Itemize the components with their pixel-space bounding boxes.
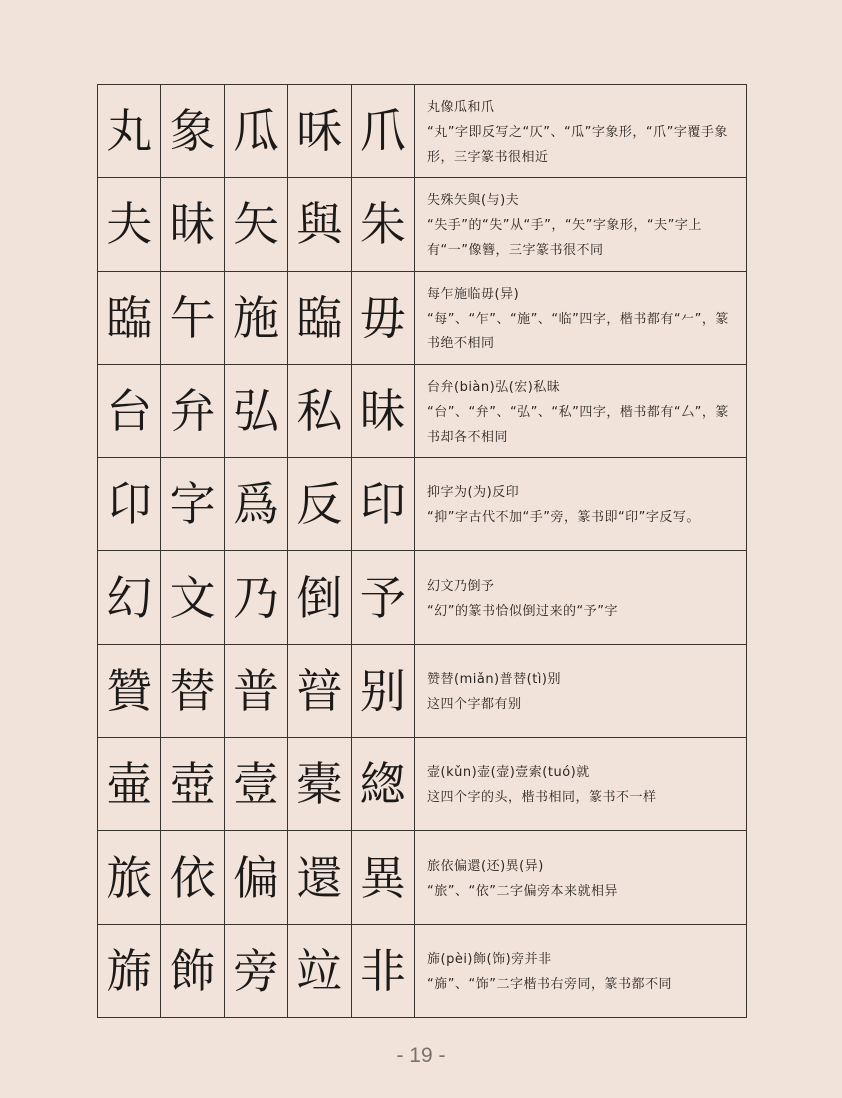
annotation-title: 抑字为(为)反印 <box>427 485 520 501</box>
seal-glyph: 象 <box>161 85 224 177</box>
seal-glyph: 幻 <box>98 551 161 643</box>
seal-script-table <box>97 84 747 1018</box>
seal-glyph: 還 <box>288 831 351 923</box>
seal-glyph: 替 <box>161 645 224 737</box>
annotation-description: 这四个字的头，楷书相同，篆书不一样 <box>427 790 657 806</box>
glyph-row <box>98 365 414 458</box>
seal-glyph: 别 <box>359 663 406 718</box>
seal-glyph: 私 <box>288 365 351 457</box>
glyph-row <box>98 458 414 551</box>
seal-glyph: 予 <box>359 570 406 625</box>
seal-glyph: 弘 <box>225 365 288 457</box>
page-number: - 19 - <box>396 1044 446 1067</box>
seal-glyph: 瓜 <box>225 85 288 177</box>
annotation-title: 壸(kǔn)壶(壸)壹索(tuó)就 <box>427 765 590 781</box>
seal-glyph: 文 <box>161 551 224 643</box>
seal-glyph: 異 <box>359 850 406 905</box>
seal-glyph: 壹 <box>225 738 288 830</box>
annotation-column <box>414 85 746 1017</box>
seal-glyph: 爪 <box>359 104 406 159</box>
glyph-row <box>98 178 414 271</box>
seal-glyph: 爲 <box>225 458 288 550</box>
seal-glyph: 台 <box>98 365 161 457</box>
annotation-title: 台弁(biàn)弘(宏)私昧 <box>427 379 561 395</box>
seal-glyph: 壺 <box>161 738 224 830</box>
annotation-description: “旅”、“依”二字偏旁本来就相异 <box>427 883 618 899</box>
glyph-row <box>98 645 414 738</box>
seal-glyph: 朱 <box>359 197 406 252</box>
annotation-description: “每”、“乍”、“施”、“临”四字，楷书都有“𠂉”，篆书绝不相同 <box>427 311 729 352</box>
seal-glyph: 午 <box>161 272 224 364</box>
seal-glyph: 旅 <box>98 831 161 923</box>
annotation-title: 幻文乃倒予 <box>427 578 495 594</box>
seal-glyph: 竝 <box>288 925 351 1017</box>
seal-glyph: 卬 <box>98 458 161 550</box>
seal-glyph: 旁 <box>225 925 288 1017</box>
glyph-row <box>98 831 414 924</box>
seal-glyph: 字 <box>161 458 224 550</box>
seal-glyph: 緫 <box>359 757 406 812</box>
annotation-title: 丸像瓜和爪 <box>427 99 495 115</box>
seal-glyph: 飾 <box>161 925 224 1017</box>
seal-glyph: 丸 <box>98 85 161 177</box>
seal-glyph: 臨 <box>98 272 161 364</box>
seal-glyph: 暜 <box>288 645 351 737</box>
seal-glyph: 旆 <box>98 925 161 1017</box>
glyph-row <box>98 85 414 178</box>
annotation-row <box>415 178 746 271</box>
seal-glyph: 偏 <box>225 831 288 923</box>
annotation-description: “抑”字古代不加“手”旁，篆书即“印”字反写。 <box>427 510 700 526</box>
seal-glyph: 依 <box>161 831 224 923</box>
seal-glyph: 非 <box>359 943 406 998</box>
seal-glyph: 弁 <box>161 365 224 457</box>
seal-glyph: 臨 <box>288 272 351 364</box>
annotation-row <box>415 925 746 1017</box>
seal-glyph: 反 <box>288 458 351 550</box>
annotation-row <box>415 551 746 644</box>
glyph-row <box>98 551 414 644</box>
seal-glyph: 矢 <box>225 178 288 270</box>
annotation-row <box>415 645 746 738</box>
annotation-description: “失手”的“失”从“手”，“矢”字象形，“夫”字上有“一”像簪，三字篆书很不同 <box>427 218 702 258</box>
seal-glyph: 印 <box>359 477 406 532</box>
seal-glyph: 橐 <box>288 738 351 830</box>
annotation-row <box>415 365 746 458</box>
annotation-row <box>415 85 746 178</box>
annotation-title: 旅依偏還(还)異(异) <box>427 858 544 874</box>
annotation-description: 这四个字都有别 <box>427 697 522 713</box>
seal-glyph: 昧 <box>359 384 406 439</box>
annotation-description: “旆”、“饰”二字楷书右旁同，篆书都不同 <box>427 976 672 992</box>
seal-glyph: 壷 <box>98 738 161 830</box>
glyph-row <box>98 738 414 831</box>
annotation-title: 赞替(miǎn)普替(tì)别 <box>427 672 561 688</box>
annotation-row <box>415 458 746 551</box>
annotation-title: 旆(pèi)飾(饰)旁并非 <box>427 951 552 967</box>
annotation-description: “幻”的篆书恰似倒过来的“予”字 <box>427 603 618 619</box>
seal-glyph: 與 <box>288 178 351 270</box>
seal-glyph: 普 <box>225 645 288 737</box>
annotation-row <box>415 738 746 831</box>
seal-glyph: 毋 <box>359 290 406 345</box>
annotation-description: “台”、“弁”、“弘”、“私”四字，楷书都有“厶”，篆书却各不相同 <box>427 404 729 445</box>
seal-glyph: 乃 <box>225 551 288 643</box>
seal-glyph: 昧 <box>161 178 224 270</box>
seal-glyph: 夫 <box>98 178 161 270</box>
glyph-row <box>98 925 414 1017</box>
annotation-row <box>415 831 746 924</box>
glyph-column <box>98 85 414 1017</box>
seal-glyph: 施 <box>225 272 288 364</box>
annotation-description: “丸”字即反写之“仄”、“瓜”字象形，“爪”字覆手象形，三字篆书很相近 <box>427 124 728 165</box>
glyph-row <box>98 272 414 365</box>
seal-glyph: 咊 <box>288 85 351 177</box>
seal-glyph: 贊 <box>98 645 161 737</box>
annotation-row <box>415 272 746 365</box>
annotation-title: 失殊矢與(与)夫 <box>427 193 520 209</box>
seal-glyph: 倒 <box>288 551 351 643</box>
annotation-title: 每乍施临毋(异) <box>427 286 520 302</box>
